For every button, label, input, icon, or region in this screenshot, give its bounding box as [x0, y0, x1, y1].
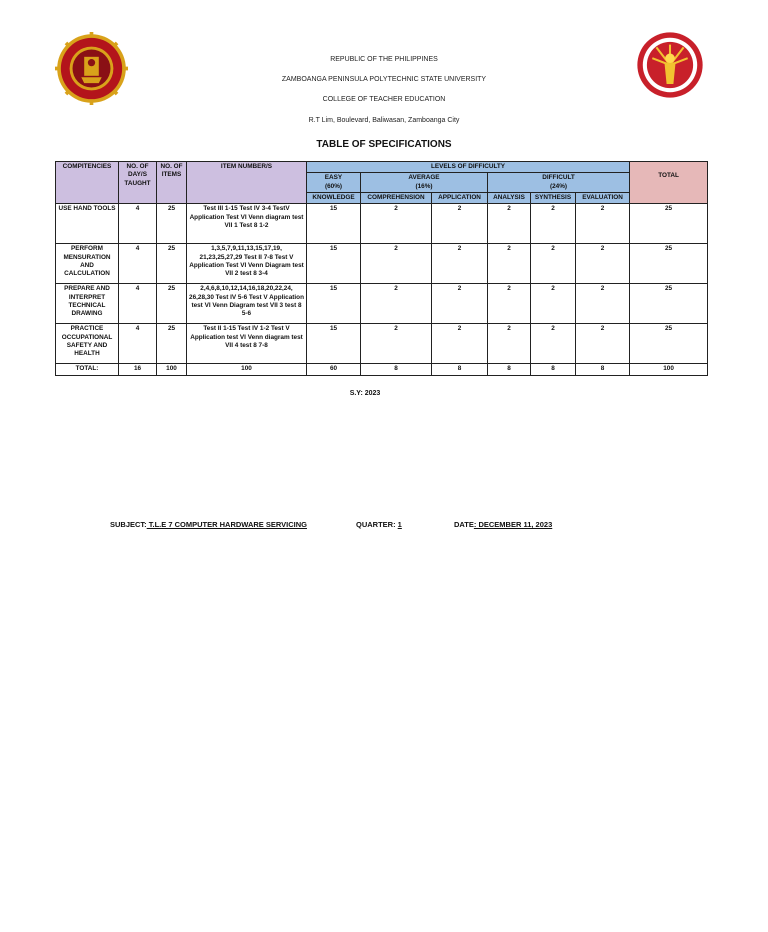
competency-cell: PREPARE AND INTERPRET TECHNICAL DRAWING: [56, 284, 119, 324]
item-numbers-cell: 2,4,6,8,10,12,14,16,18,20,22,24, 26,28,30 Test IV 5-6 Test V Application test VI Venn Diagram test VII 3 test 8 5-6: [187, 284, 307, 324]
items-cell: 25: [157, 324, 187, 364]
col-header-days: NO. OF DAY/S TAUGHT: [119, 162, 157, 204]
competency-cell: PRACTICE OCCUPATIONAL SAFETY AND HEALTH: [56, 324, 119, 364]
application-cell: 2: [432, 324, 488, 364]
items-cell: 25: [157, 244, 187, 284]
items-cell: 25: [157, 204, 187, 244]
analysis-cell: 2: [488, 204, 531, 244]
col-header-average: AVERAGE (16%): [361, 173, 488, 193]
sub-header-synthesis: SYNTHESIS: [531, 192, 576, 203]
totals-days: 16: [119, 364, 157, 375]
col-header-levels: LEVELS OF DIFFICULTY: [307, 162, 630, 173]
synthesis-cell: 2: [531, 244, 576, 284]
application-cell: 2: [432, 244, 488, 284]
header-republic: REPUBLIC OF THE PHILIPPINES: [330, 56, 438, 63]
comprehension-cell: 2: [361, 284, 432, 324]
footer-subject: [110, 520, 307, 529]
knowledge-cell: 15: [307, 244, 361, 284]
evaluation-cell: 2: [576, 324, 630, 364]
sub-header-knowledge: KNOWLEDGE: [307, 192, 361, 203]
university-seal-logo: [55, 32, 128, 105]
item-numbers-cell: 1,3,5,7,9,11,13,15,17,19, 21,23,25,27,29 Test II 7-8 Test V Application Test VI Venn Diagram test VII 2 test 8 3-4: [187, 244, 307, 284]
college-seal-logo: [636, 31, 704, 99]
analysis-cell: 2: [488, 284, 531, 324]
days-cell: 4: [119, 284, 157, 324]
table-row: [56, 284, 708, 324]
comprehension-cell: 2: [361, 324, 432, 364]
subject-label: SUBJECT:: [110, 520, 147, 529]
total-cell: 25: [630, 204, 708, 244]
evaluation-cell: 2: [576, 284, 630, 324]
total-cell: 25: [630, 324, 708, 364]
synthesis-cell: 2: [531, 284, 576, 324]
totals-analysis: 8: [488, 364, 531, 375]
totals-application: 8: [432, 364, 488, 375]
comprehension-cell: 2: [361, 204, 432, 244]
quarter-label: QUARTER:: [356, 520, 398, 529]
analysis-cell: 2: [488, 324, 531, 364]
totals-comprehension: 8: [361, 364, 432, 375]
table-row: [56, 244, 708, 284]
totals-items: 100: [157, 364, 187, 375]
item-numbers-cell: Test II 1-15 Test IV 1-2 Test V Application test VI Venn diagram test VII 4 test 8 7-8: [187, 324, 307, 364]
knowledge-cell: 15: [307, 204, 361, 244]
knowledge-cell: 15: [307, 284, 361, 324]
quarter-value: 1: [397, 520, 402, 529]
totals-synthesis: 8: [531, 364, 576, 375]
knowledge-cell: 15: [307, 324, 361, 364]
col-header-competencies: COMPITENCIES: [56, 162, 119, 204]
comprehension-cell: 2: [361, 244, 432, 284]
header-address: R.T Lim, Boulevard, Baliwasan, Zamboanga City: [308, 117, 460, 124]
competency-cell: PERFORM MENSURATION AND CALCULATION: [56, 244, 119, 284]
col-header-easy: EASY (60%): [307, 173, 361, 193]
totals-knowledge: 60: [307, 364, 361, 375]
table-row: [56, 324, 708, 364]
days-cell: 4: [119, 324, 157, 364]
sub-header-evaluation: EVALUATION: [576, 192, 630, 203]
days-cell: 4: [119, 244, 157, 284]
document-title: TABLE OF SPECIFICATIONS: [316, 139, 452, 150]
subject-value: T.L.E 7 COMPUTER HARDWARE SERVICING: [146, 520, 307, 529]
totals-total: 100: [630, 364, 708, 375]
synthesis-cell: 2: [531, 324, 576, 364]
totals-row: [56, 364, 708, 375]
competency-cell: USE HAND TOOLS: [56, 204, 119, 244]
synthesis-cell: 2: [531, 204, 576, 244]
col-header-item-numbers: ITEM NUMBER/S: [187, 162, 307, 204]
footer-date: [454, 520, 552, 529]
days-cell: 4: [119, 204, 157, 244]
sub-header-comprehension: COMPREHENSION: [361, 192, 432, 203]
item-numbers-cell: Test III 1-15 Test IV 3-4 TestV Application Test VI Venn diagram test VII 1 Test 8 1-2: [187, 204, 307, 244]
application-cell: 2: [432, 204, 488, 244]
date-value: : DECEMBER 11, 2023: [473, 520, 553, 529]
footer-quarter: [356, 520, 402, 529]
totals-label: TOTAL:: [56, 364, 119, 375]
col-header-items: NO. OF ITEMS: [157, 162, 187, 204]
analysis-cell: 2: [488, 244, 531, 284]
application-cell: 2: [432, 284, 488, 324]
total-cell: 25: [630, 284, 708, 324]
col-header-difficult: DIFFICULT (24%): [488, 173, 630, 193]
evaluation-cell: 2: [576, 204, 630, 244]
date-label: DATE: [454, 520, 474, 529]
totals-evaluation: 8: [576, 364, 630, 375]
col-header-total: TOTAL: [630, 162, 708, 204]
header-university: ZAMBOANGA PENINSULA POLYTECHNIC STATE UNIVERSITY: [281, 76, 487, 83]
sub-header-analysis: ANALYSIS: [488, 192, 531, 203]
items-cell: 25: [157, 284, 187, 324]
sub-header-application: APPLICATION: [432, 192, 488, 203]
table-row: [56, 204, 708, 244]
specifications-table: [55, 161, 708, 376]
header-college: COLLEGE OF TEACHER EDUCATION: [322, 96, 446, 103]
evaluation-cell: 2: [576, 244, 630, 284]
total-cell: 25: [630, 244, 708, 284]
totals-item-numbers: 100: [187, 364, 307, 375]
school-year: S.Y: 2023: [349, 390, 381, 397]
